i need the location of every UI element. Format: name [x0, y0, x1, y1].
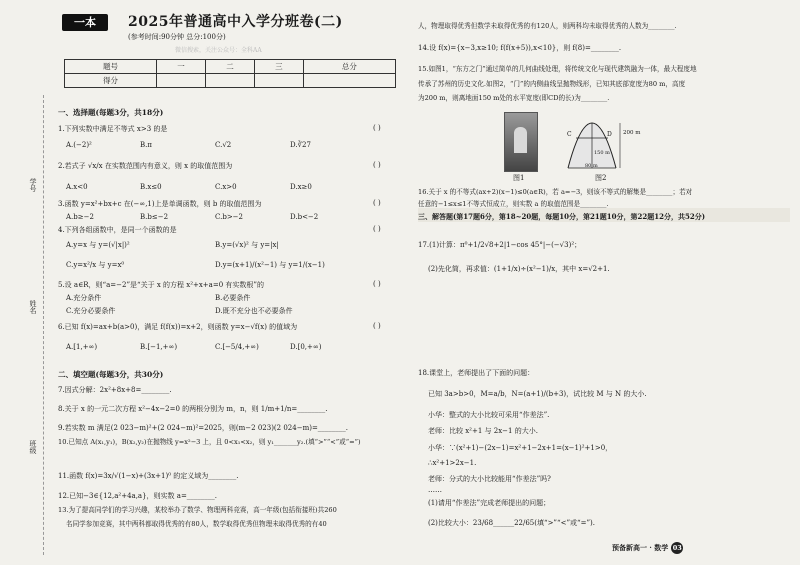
question-15-end: 为200 m，则离地面150 m处的水平宽度(即CD的长)为________.: [418, 94, 610, 102]
score-header-cell: 二: [206, 60, 255, 74]
section-fill: 二、填空题(每题3分，共30分): [58, 370, 164, 379]
score-row-label: 得分: [65, 74, 157, 88]
page-title: 2025年普通高中入学分班卷(二): [128, 14, 343, 30]
watermark: 微信搜索，关注公众号：全科AA: [175, 47, 262, 54]
question-15: 15.如图1，“东方之门”通过简单的几何曲线处理，将传统文化与现代建筑融为一体，最大程度地: [418, 65, 697, 73]
footer: [612, 542, 683, 554]
option: A.b≥−2: [66, 213, 94, 221]
answer-blank[interactable]: ( ): [373, 280, 381, 288]
score-header-cell: 三: [254, 60, 303, 74]
gate-photo: [504, 112, 538, 172]
question-1: 1.下列实数中满足不等式 x>3 的是: [58, 125, 168, 133]
option: A.(−2)²: [66, 141, 92, 149]
footer-text: 预备新高一 · 数学: [612, 543, 669, 552]
exam-info: (参考时间:90分钟 总分:100分): [128, 33, 226, 41]
side-label-name: 姓名: [29, 300, 37, 314]
q18-line: 老师：比较 x²+1 与 2x−1 的大小.: [428, 427, 538, 435]
option: A.充分条件: [66, 294, 102, 302]
q18-line: ……: [428, 486, 442, 494]
option: C.y=x²/x 与 y=x⁰: [66, 261, 125, 269]
q18-line: 已知 3a>b>0，M=a/b，N=(a+1)/(b+3)，试比较 M 与 N 的大小.: [428, 390, 647, 398]
question-18: 18.课堂上，老师提出了下面的问题：: [418, 369, 535, 377]
question-9: 9.若实数 m 满足(2 023−m)²+(2 024−m)²=2025，则(m−2 023)(2 024−m)=________.: [58, 424, 349, 432]
answer-blank[interactable]: ( ): [373, 199, 381, 207]
answer-blank[interactable]: ( ): [373, 322, 381, 330]
question-13-cont: 名同学参加竞赛，其中两科都取得优秀的有80人，数学取得优秀但物理未取得优秀的有40: [66, 520, 327, 528]
q18-line: (2)比较大小：23/68______22/65(填“>”“<”或“=”).: [428, 519, 596, 527]
question-11: 11.函数 f(x)=3x/√(1−x)+(3x+1)⁰ 的定义域为________.: [58, 472, 239, 480]
score-header-cell: 题号: [65, 60, 157, 74]
question-2: 2.若式子 √x/x 在实数范围内有意义，则 x 的取值范围为: [58, 162, 233, 170]
score-cell[interactable]: [206, 74, 255, 88]
question-16: 16.关于 x 的不等式(ax+2)(x−1)≤0(a∈R)，若 a=−3，则该不等式的解集是________；若对: [418, 188, 693, 196]
question-4: 4.下列各组函数中，是同一个函数的是: [58, 226, 177, 234]
question-5: 5.设 a∈R，则“a=−2”是“关于 x 的方程 x²+x+a=0 有实数根”的: [58, 281, 264, 289]
option: B.x≤0: [140, 183, 162, 191]
score-header-cell: 总分: [303, 60, 395, 74]
option: D.既不充分也不必要条件: [215, 307, 293, 315]
score-table: [64, 59, 396, 88]
height-label: 200 m: [623, 130, 641, 136]
q18-line: 小华：整式的大小比较可采用“作差法”.: [428, 411, 550, 419]
question-15-cont: 传承了苏州的历史文化.如图2，“门”的内侧曲线呈抛物线形，已知其底部宽度为80 m，高度: [418, 80, 686, 88]
option: D.x≥0: [290, 183, 312, 191]
score-cell[interactable]: [254, 74, 303, 88]
option: A.y=x 与 y=(√|x|)²: [66, 241, 130, 249]
option: C.b>−2: [215, 213, 243, 221]
option: B.[−1,+∞): [140, 343, 178, 351]
answer-blank[interactable]: ( ): [373, 161, 381, 169]
height-150-label: 150 m: [594, 150, 610, 156]
question-12: 12.已知−3∈{12,a²+4a,a}，则实数 a=________.: [58, 492, 218, 500]
point-c-label: C: [567, 131, 572, 138]
option: C.√2: [215, 141, 232, 149]
option: B.b≤−2: [140, 213, 169, 221]
answer-blank[interactable]: ( ): [373, 225, 381, 233]
question-6: 6.已知 f(x)=ax+b(a>0)，满足 f(f(x))=x+2，则函数 y=x−√f(x) 的值域为: [58, 323, 298, 331]
option: B.π: [140, 141, 152, 149]
option: C.充分必要条件: [66, 307, 116, 315]
q18-line: ∴x²+1>2x−1.: [428, 459, 477, 467]
score-cell[interactable]: [157, 74, 206, 88]
q18-line: (1)请用“作差法”完成老师提出的问题；: [428, 499, 551, 507]
binding-line: [43, 95, 44, 555]
option: C.x>0: [215, 183, 237, 191]
question-14: 14.设 f(x)={x−3,x≥10; f(f(x+5)),x<10}，则 f(8)=________.: [418, 44, 622, 52]
score-header-cell: 一: [157, 60, 206, 74]
question-16-cont: 任意的−1≤x≤1不等式恒成立，则实数 a 的取值范围是________.: [418, 200, 609, 208]
question-13-end: 人，物理取得优秀但数学未取得优秀的有120人，则两科均未取得优秀的人数为________.: [418, 22, 677, 30]
base-width-label: 80 m: [585, 163, 598, 169]
parabola-figure: [562, 108, 642, 172]
question-7: 7.因式分解：2x²+8x+8=________.: [58, 386, 172, 394]
option: B.y=(√x)² 与 y=|x|: [215, 241, 279, 249]
option: D.y=(x+1)/(x²−1) 与 y=1/(x−1): [215, 261, 325, 269]
side-label-student-id: 学号: [29, 178, 37, 192]
section-solve: 三、解答题(第17题6分，第18~20题，每题10分，第21题10分，第22题12分，共52分): [418, 212, 706, 221]
side-label-class: 班级: [29, 440, 37, 454]
score-cell[interactable]: [303, 74, 395, 88]
answer-blank[interactable]: ( ): [373, 124, 381, 132]
figure-2-caption: 图2: [595, 174, 607, 182]
figure-1-caption: 图1: [513, 174, 525, 182]
option: D.[0,+∞): [290, 343, 322, 351]
question-13: 13.为了提高同学们的学习兴趣，某校举办了数学、物理两科竞赛，高一年级(包括衔接班)共260: [58, 506, 337, 514]
q18-line: 老师：分式的大小比较能用“作差法”吗?: [428, 475, 551, 483]
question-3: 3.函数 y=x²+bx+c 在(−∞,1)上是单调函数，则 b 的取值范围为: [58, 200, 262, 208]
question-10: 10.已知点 A(x₁,y₁)，B(x₂,y₂)在抛物线 y=x²−3 上，且 0<x₁<x₂，则 y₁_______y₂.(填“>”“<”或“=”): [58, 438, 361, 446]
option: D.b<−2: [290, 213, 319, 221]
question-8: 8.关于 x 的一元二次方程 x²−4x−2=0 的两根分别为 m，n，则 1/m+1/n=________.: [58, 405, 328, 413]
option: B.必要条件: [215, 294, 251, 302]
q18-line: 小华：∵(x²+1)−(2x−1)=x²+1−2x+1=(x−1)²+1>0，: [428, 444, 613, 452]
option: C.[−5/4,+∞): [215, 343, 259, 351]
page-number: 03: [672, 544, 682, 552]
question-17: 17.(1)计算：π⁰+1/2√8+2|1−cos 45°|−(−√3)²；: [418, 241, 582, 249]
option: A.[1,+∞): [66, 343, 98, 351]
question-17-part2: (2)先化简，再求值：(1+1/x)÷(x²−1)/x，其中 x=√2+1.: [428, 265, 610, 273]
option: A.x<0: [66, 183, 88, 191]
point-d-label: D: [607, 131, 612, 138]
option: D.∛27: [290, 141, 311, 149]
section-choice: 一、选择题(每题3分，共18分): [58, 108, 164, 117]
yiben-badge: 一本: [62, 14, 108, 31]
